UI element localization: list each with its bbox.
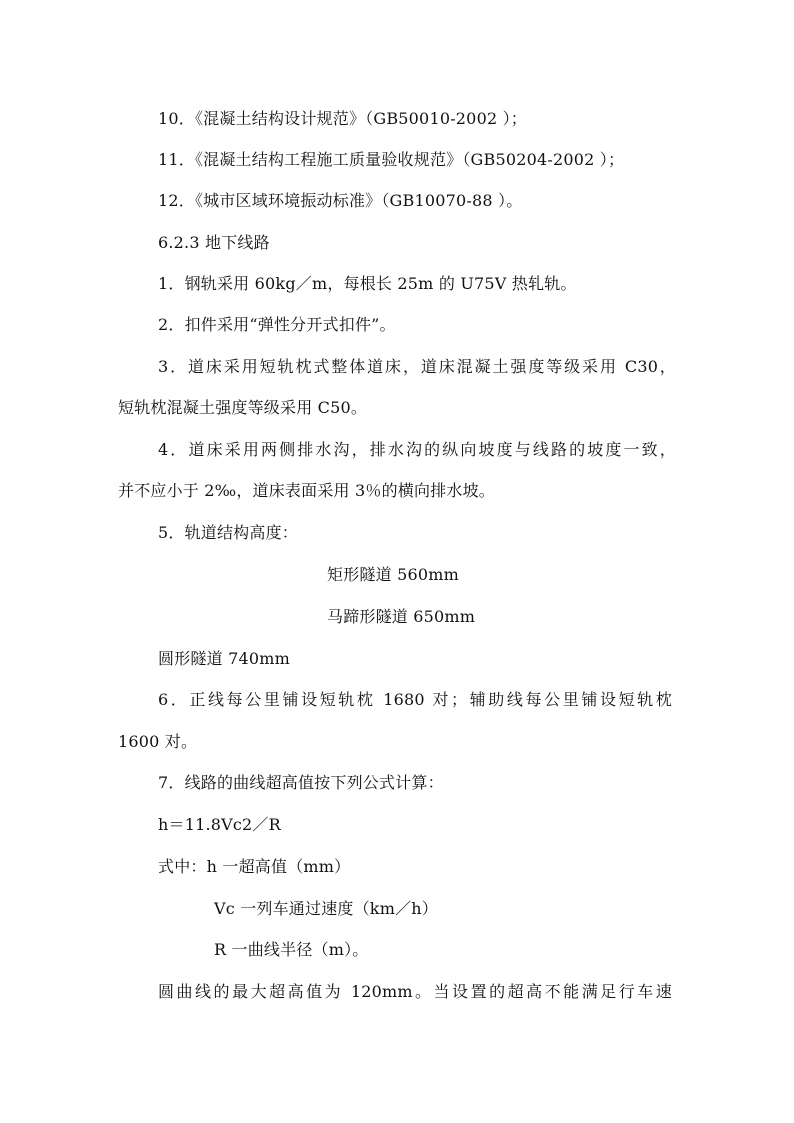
reference-item-12: 12．《城市区域环境振动标准》（GB10070-88 ）。 bbox=[158, 191, 523, 210]
formula-definition-h: 式中：h 一超高值（mm） bbox=[158, 857, 351, 876]
height-rectangular-tunnel: 矩形隧道 560mm bbox=[327, 565, 459, 584]
formula-definition-vc: Vc 一列车通过速度（km／h） bbox=[214, 899, 438, 918]
paragraph-2: 2．扣件采用“弹性分开式扣件”。 bbox=[158, 315, 396, 334]
paragraph-4-line-1: 4．道床采用两侧排水沟，排水沟的纵向坡度与线路的坡度一致， bbox=[158, 440, 676, 459]
paragraph-8-line-1: 圆曲线的最大超高值为 120mm。当设置的超高不能满足行车速 bbox=[158, 982, 672, 1001]
paragraph-7: 7．线路的曲线超高值按下列公式计算： bbox=[158, 773, 444, 792]
formula: h＝11.8Vc2／R bbox=[158, 815, 281, 834]
formula-definition-r: R 一曲线半径（m）。 bbox=[214, 940, 369, 959]
paragraph-1: 1．钢轨采用 60kg／m，每根长 25m 的 U75V 热轧轨。 bbox=[158, 274, 577, 293]
reference-item-10: 10．《混凝土结构设计规范》（GB50010-2002 ）； bbox=[158, 109, 528, 128]
height-circular-tunnel: 圆形隧道 740mm bbox=[158, 649, 290, 668]
height-horseshoe-tunnel: 马蹄形隧道 650mm bbox=[327, 607, 476, 626]
reference-item-11: 11．《混凝土结构工程施工质量验收规范》（GB50204-2002 ）； bbox=[158, 150, 625, 169]
paragraph-5: 5．轨道结构高度： bbox=[158, 523, 298, 542]
paragraph-4-line-2: 并不应小于 2‰，道床表面采用 3％的横向排水坡。 bbox=[118, 481, 496, 500]
paragraph-3-line-2: 短轨枕混凝土强度等级采用 C50。 bbox=[118, 398, 368, 417]
paragraph-6-line-1: 6．正线每公里铺设短轨枕 1680 对；辅助线每公里铺设短轨枕 bbox=[158, 690, 672, 709]
paragraph-3-line-1: 3．道床采用短轨枕式整体道床，道床混凝土强度等级采用 C30， bbox=[158, 357, 676, 376]
section-heading: 6.2.3 地下线路 bbox=[158, 233, 270, 252]
paragraph-6-line-2: 1600 对。 bbox=[118, 732, 198, 751]
